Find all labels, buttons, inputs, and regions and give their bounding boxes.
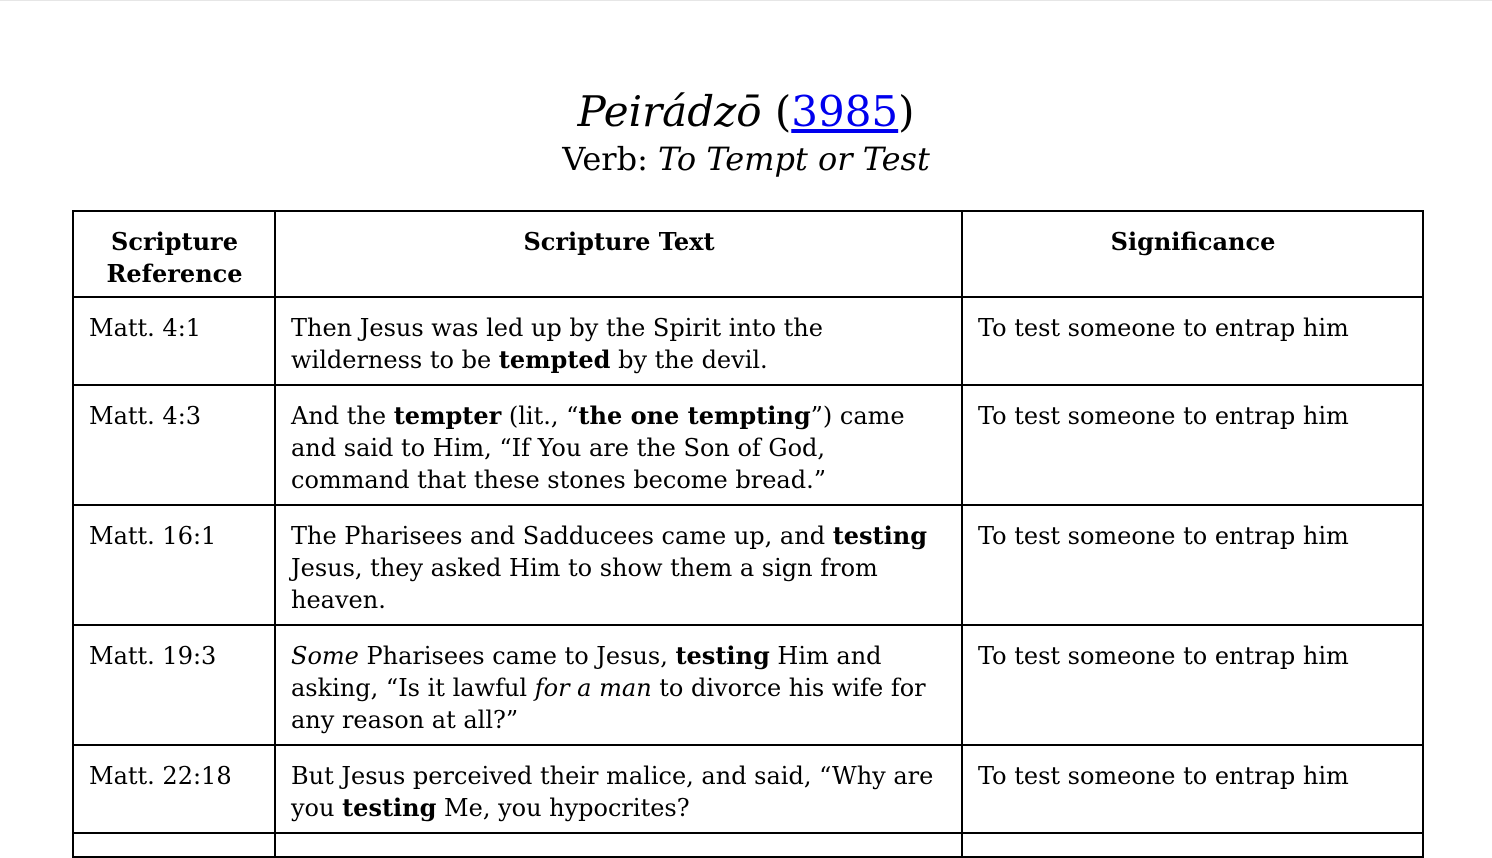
table-row [73,625,1423,745]
cell-significance: To test someone to entrap him [962,505,1423,625]
cell-reference: Matt. 4:1 [73,297,275,385]
page-title [0,86,1492,138]
scripture-table [72,210,1424,858]
text-run: The Pharisees and Sadducees came up, and [291,522,833,550]
table-row [73,833,1423,857]
title-close-paren: ) [898,87,915,136]
table-row [73,385,1423,505]
page-subtitle [0,140,1492,178]
greek-word: Peirádzō [577,87,762,136]
table-row [73,297,1423,385]
italic-word: Some [291,642,359,670]
cell-scripture-text [275,297,962,385]
emphasized-word: the one tempting [578,401,811,430]
text-run: But Jesus perceived their malice, and said, “Why are you [291,762,934,822]
table-row [73,505,1423,625]
strongs-number-link[interactable]: 3985 [791,87,899,136]
table-row [73,745,1423,833]
cell-scripture-text [275,625,962,745]
cell-reference: Matt. 19:3 [73,625,275,745]
page-top-rule [0,0,1492,1]
cell-reference [73,833,275,857]
header-significance: Significance [962,211,1423,297]
text-run: Then Jesus was led up by the Spirit into the wilderness to be [291,314,823,374]
text-run: to divorce his wife for any reason at all?” [291,674,926,734]
cell-reference: Matt. 16:1 [73,505,275,625]
cell-significance: To test someone to entrap him [962,297,1423,385]
cell-significance: To test someone to entrap him [962,745,1423,833]
italic-word: for a man [534,674,652,702]
text-run: And the [291,402,394,430]
cell-reference: Matt. 22:18 [73,745,275,833]
text-run: Pharisees came to Jesus, [358,642,676,670]
part-of-speech: Verb: [562,140,659,178]
emphasized-word: tempter [393,401,502,430]
header-reference: Scripture Reference [73,211,275,297]
emphasized-word: testing [675,641,770,670]
text-run: by the devil. [610,346,768,374]
table-body [73,297,1423,857]
cell-scripture-text [275,505,962,625]
text-run: Jesus, they asked Him to show them a sign from heaven. [291,554,878,614]
text-run: Him and asking, “Is it lawful [291,642,882,702]
cell-scripture-text [275,385,962,505]
cell-significance: To test someone to entrap him [962,625,1423,745]
table-header-row [73,211,1423,297]
cell-significance [962,833,1423,857]
emphasized-word: testing [342,793,437,822]
title-open-paren: ( [761,87,792,136]
word-definition: To Tempt or Test [658,140,930,178]
emphasized-word: testing [832,521,927,550]
header-text: Scripture Text [275,211,962,297]
cell-scripture-text [275,745,962,833]
text-run: (lit., “ [501,402,579,430]
text-run: Me, you hypocrites? [436,794,690,822]
text-run: ”) came and said to Him, “If You are the Son of God, command that these stones become bread.” [291,402,905,494]
emphasized-word: tempted [498,345,611,374]
cell-significance: To test someone to entrap him [962,385,1423,505]
cell-scripture-text [275,833,962,857]
cell-reference: Matt. 4:3 [73,385,275,505]
